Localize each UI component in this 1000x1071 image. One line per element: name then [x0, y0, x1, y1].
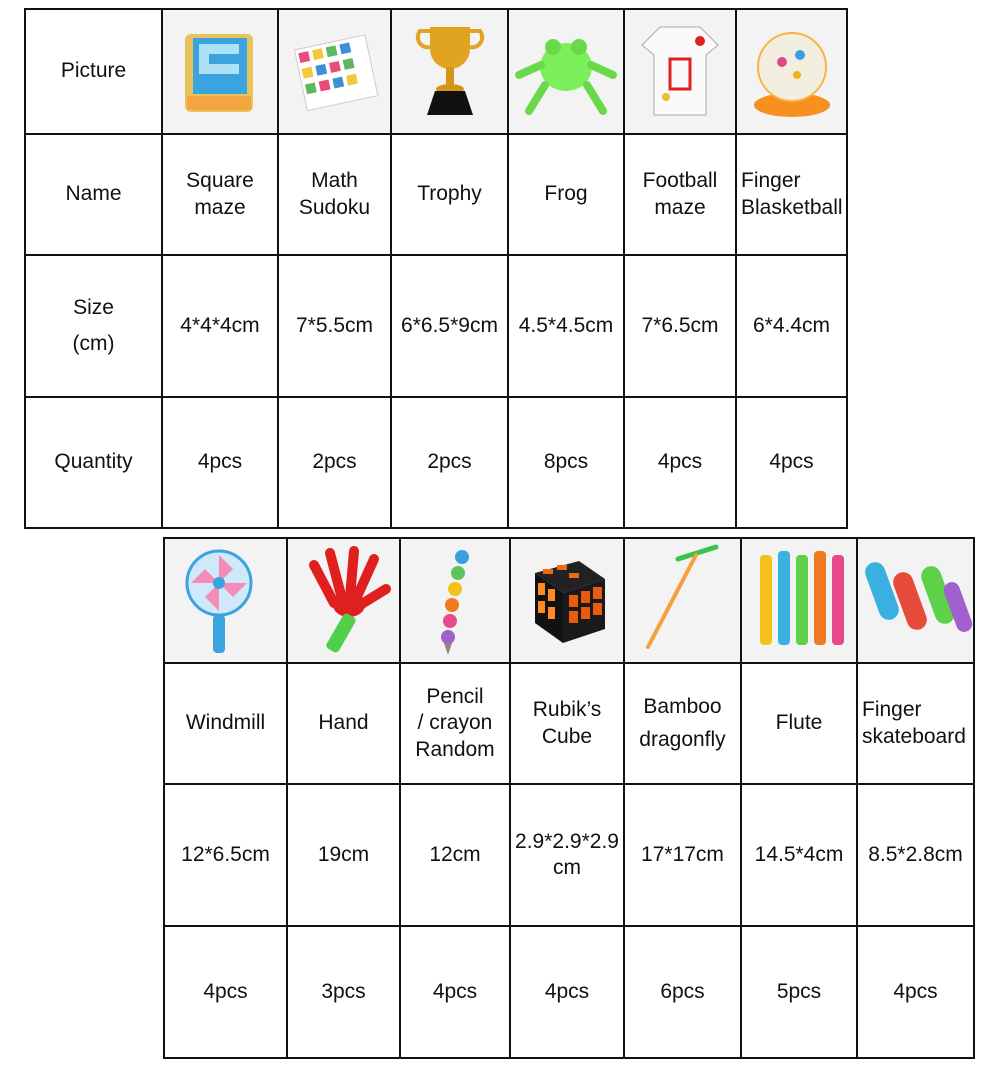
item-size: 17*17cm: [624, 784, 741, 926]
item-quantity: 4pcs: [624, 397, 736, 528]
item-quantity: 4pcs: [510, 926, 624, 1058]
trophy-icon: [405, 17, 495, 127]
item-name: Square maze: [162, 134, 278, 255]
item-quantity: 2pcs: [278, 397, 391, 528]
item-size: 14.5*4cm: [741, 784, 857, 926]
size-header: Size (cm): [25, 255, 162, 397]
math-sudoku-icon: [285, 22, 385, 122]
item-quantity: 4pcs: [400, 926, 510, 1058]
item-name: Rubik’s Cube: [510, 663, 624, 784]
windmill-icon: [171, 543, 281, 658]
item-picture: [857, 538, 974, 663]
item-quantity: 4pcs: [164, 926, 287, 1058]
item-name: Hand: [287, 663, 400, 784]
pencil-icon: [410, 543, 500, 658]
product-table-2: [163, 537, 975, 1059]
item-quantity: 3pcs: [287, 926, 400, 1058]
item-size: 12cm: [400, 784, 510, 926]
product-table-1: [24, 8, 848, 529]
item-size: 8.5*2.8cm: [857, 784, 974, 926]
item-name: Frog: [508, 134, 624, 255]
item-size: 4.5*4.5cm: [508, 255, 624, 397]
flute-icon: [742, 543, 857, 658]
bamboo-dragonfly-icon: [628, 543, 738, 658]
item-size: 2.9*2.9*2.9 cm: [510, 784, 624, 926]
item-size: 4*4*4cm: [162, 255, 278, 397]
item-picture: [624, 538, 741, 663]
item-name: Finger Blasketball: [736, 134, 847, 255]
item-name: Trophy: [391, 134, 508, 255]
item-quantity: 8pcs: [508, 397, 624, 528]
football-maze-icon: [630, 17, 730, 127]
square-maze-icon: [175, 22, 265, 122]
item-picture: [278, 9, 391, 134]
item-quantity: 2pcs: [391, 397, 508, 528]
clapping-hand-icon: [294, 543, 394, 658]
item-name: Windmill: [164, 663, 287, 784]
item-size: 6*6.5*9cm: [391, 255, 508, 397]
item-name: Football maze: [624, 134, 736, 255]
item-size: 19cm: [287, 784, 400, 926]
item-size: 7*5.5cm: [278, 255, 391, 397]
item-picture: [741, 538, 857, 663]
rubiks-cube-icon: [517, 543, 617, 658]
item-picture: [162, 9, 278, 134]
name-header: Name: [25, 134, 162, 255]
item-picture: [400, 538, 510, 663]
item-picture: [624, 9, 736, 134]
item-name: Pencil / crayon Random: [400, 663, 510, 784]
item-quantity: 4pcs: [736, 397, 847, 528]
quantity-header: Quantity: [25, 397, 162, 528]
item-size: 7*6.5cm: [624, 255, 736, 397]
item-quantity: 4pcs: [857, 926, 974, 1058]
finger-basketball-icon: [742, 17, 842, 127]
item-picture: [164, 538, 287, 663]
item-quantity: 5pcs: [741, 926, 857, 1058]
item-name: Math Sudoku: [278, 134, 391, 255]
item-name: Bamboo dragonfly: [624, 663, 741, 784]
picture-header: Picture: [25, 9, 162, 134]
item-quantity: 6pcs: [624, 926, 741, 1058]
finger-skateboard-icon: [858, 543, 973, 658]
item-picture: [510, 538, 624, 663]
item-picture: [391, 9, 508, 134]
frog-icon: [511, 17, 621, 127]
item-quantity: 4pcs: [162, 397, 278, 528]
item-name: Flute: [741, 663, 857, 784]
item-size: 6*4.4cm: [736, 255, 847, 397]
item-name: Finger skateboard: [857, 663, 974, 784]
item-size: 12*6.5cm: [164, 784, 287, 926]
item-picture: [736, 9, 847, 134]
item-picture: [287, 538, 400, 663]
item-picture: [508, 9, 624, 134]
